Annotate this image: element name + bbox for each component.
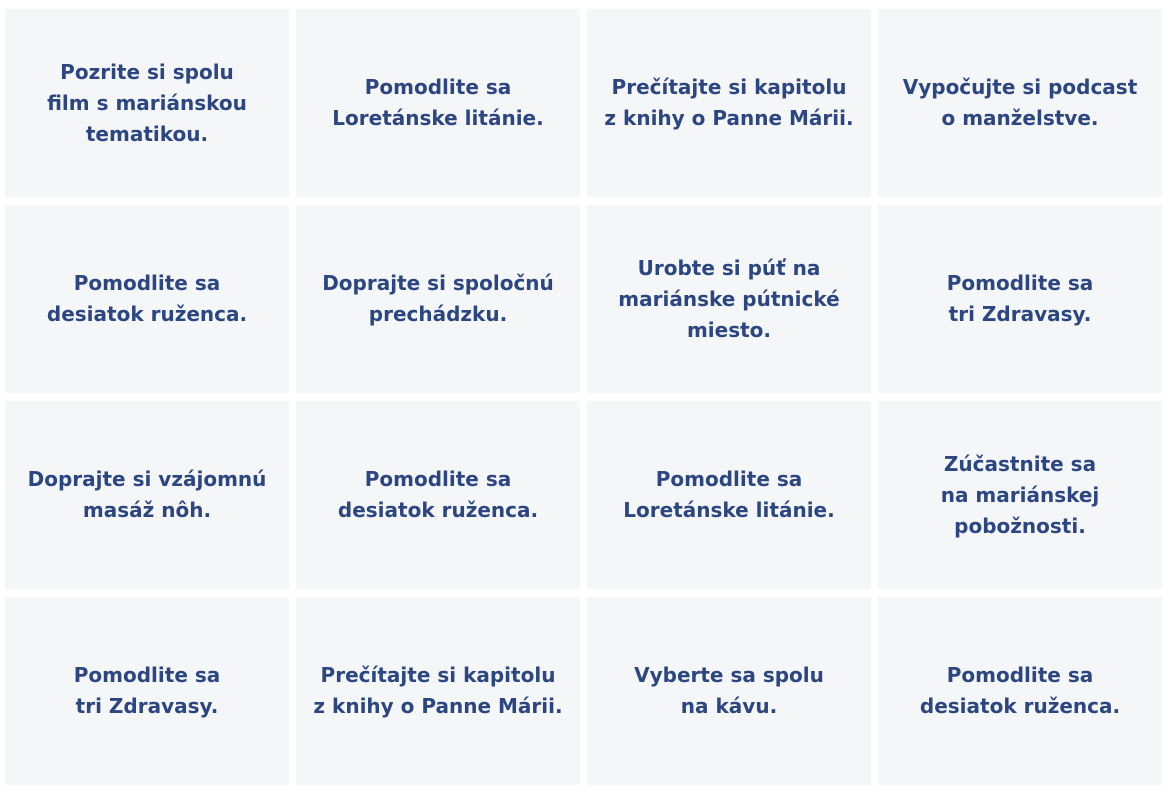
activity-card-text: Urobte si púť na mariánske pútnické miesto. bbox=[618, 255, 840, 342]
activity-card[interactable] bbox=[296, 597, 580, 785]
activity-card[interactable] bbox=[5, 9, 289, 197]
activity-card[interactable] bbox=[5, 597, 289, 785]
activity-card[interactable] bbox=[587, 9, 871, 197]
activity-card[interactable] bbox=[878, 205, 1162, 393]
activity-card[interactable] bbox=[587, 205, 871, 393]
activity-card[interactable] bbox=[878, 9, 1162, 197]
activity-card[interactable] bbox=[5, 401, 289, 589]
activity-card-text: Doprajte si vzájomnú masáž nôh. bbox=[27, 467, 267, 522]
activity-card-text: Zúčastnite sa na mariánskej pobožnosti. bbox=[940, 451, 1100, 538]
activity-card[interactable] bbox=[5, 205, 289, 393]
activity-card-text: Prečítajte si kapitolu z knihy o Panne Márii. bbox=[604, 75, 854, 130]
activity-card-text: Vypočujte si podcast o manželstve. bbox=[902, 75, 1138, 130]
activity-card-grid bbox=[5, 9, 1162, 785]
activity-card[interactable] bbox=[878, 401, 1162, 589]
activity-card-text: Pomodlite sa desiatok ruženca. bbox=[337, 467, 539, 522]
activity-card-text: Pomodlite sa tri Zdravasy. bbox=[946, 271, 1094, 326]
activity-card-text: Pomodlite sa desiatok ruženca. bbox=[919, 663, 1121, 718]
activity-card-text: Pomodlite sa Loretánske litánie. bbox=[332, 75, 544, 130]
activity-card-text: Pomodlite sa Loretánske litánie. bbox=[623, 467, 835, 522]
activity-card[interactable] bbox=[587, 597, 871, 785]
activity-card-text: Prečítajte si kapitolu z knihy o Panne Márii. bbox=[313, 663, 563, 718]
activity-card[interactable] bbox=[587, 401, 871, 589]
activity-card[interactable] bbox=[296, 401, 580, 589]
activity-card[interactable] bbox=[878, 597, 1162, 785]
activity-card-text: Pomodlite sa desiatok ruženca. bbox=[46, 271, 248, 326]
activity-card-text: Doprajte si spoločnú prechádzku. bbox=[322, 271, 554, 326]
activity-card-text: Pomodlite sa tri Zdravasy. bbox=[73, 663, 221, 718]
activity-card[interactable] bbox=[296, 205, 580, 393]
activity-card-text: Pozrite si spolu film s mariánskou tematikou. bbox=[47, 59, 247, 146]
activity-card[interactable] bbox=[296, 9, 580, 197]
activity-card-text: Vyberte sa spolu na kávu. bbox=[634, 663, 824, 718]
